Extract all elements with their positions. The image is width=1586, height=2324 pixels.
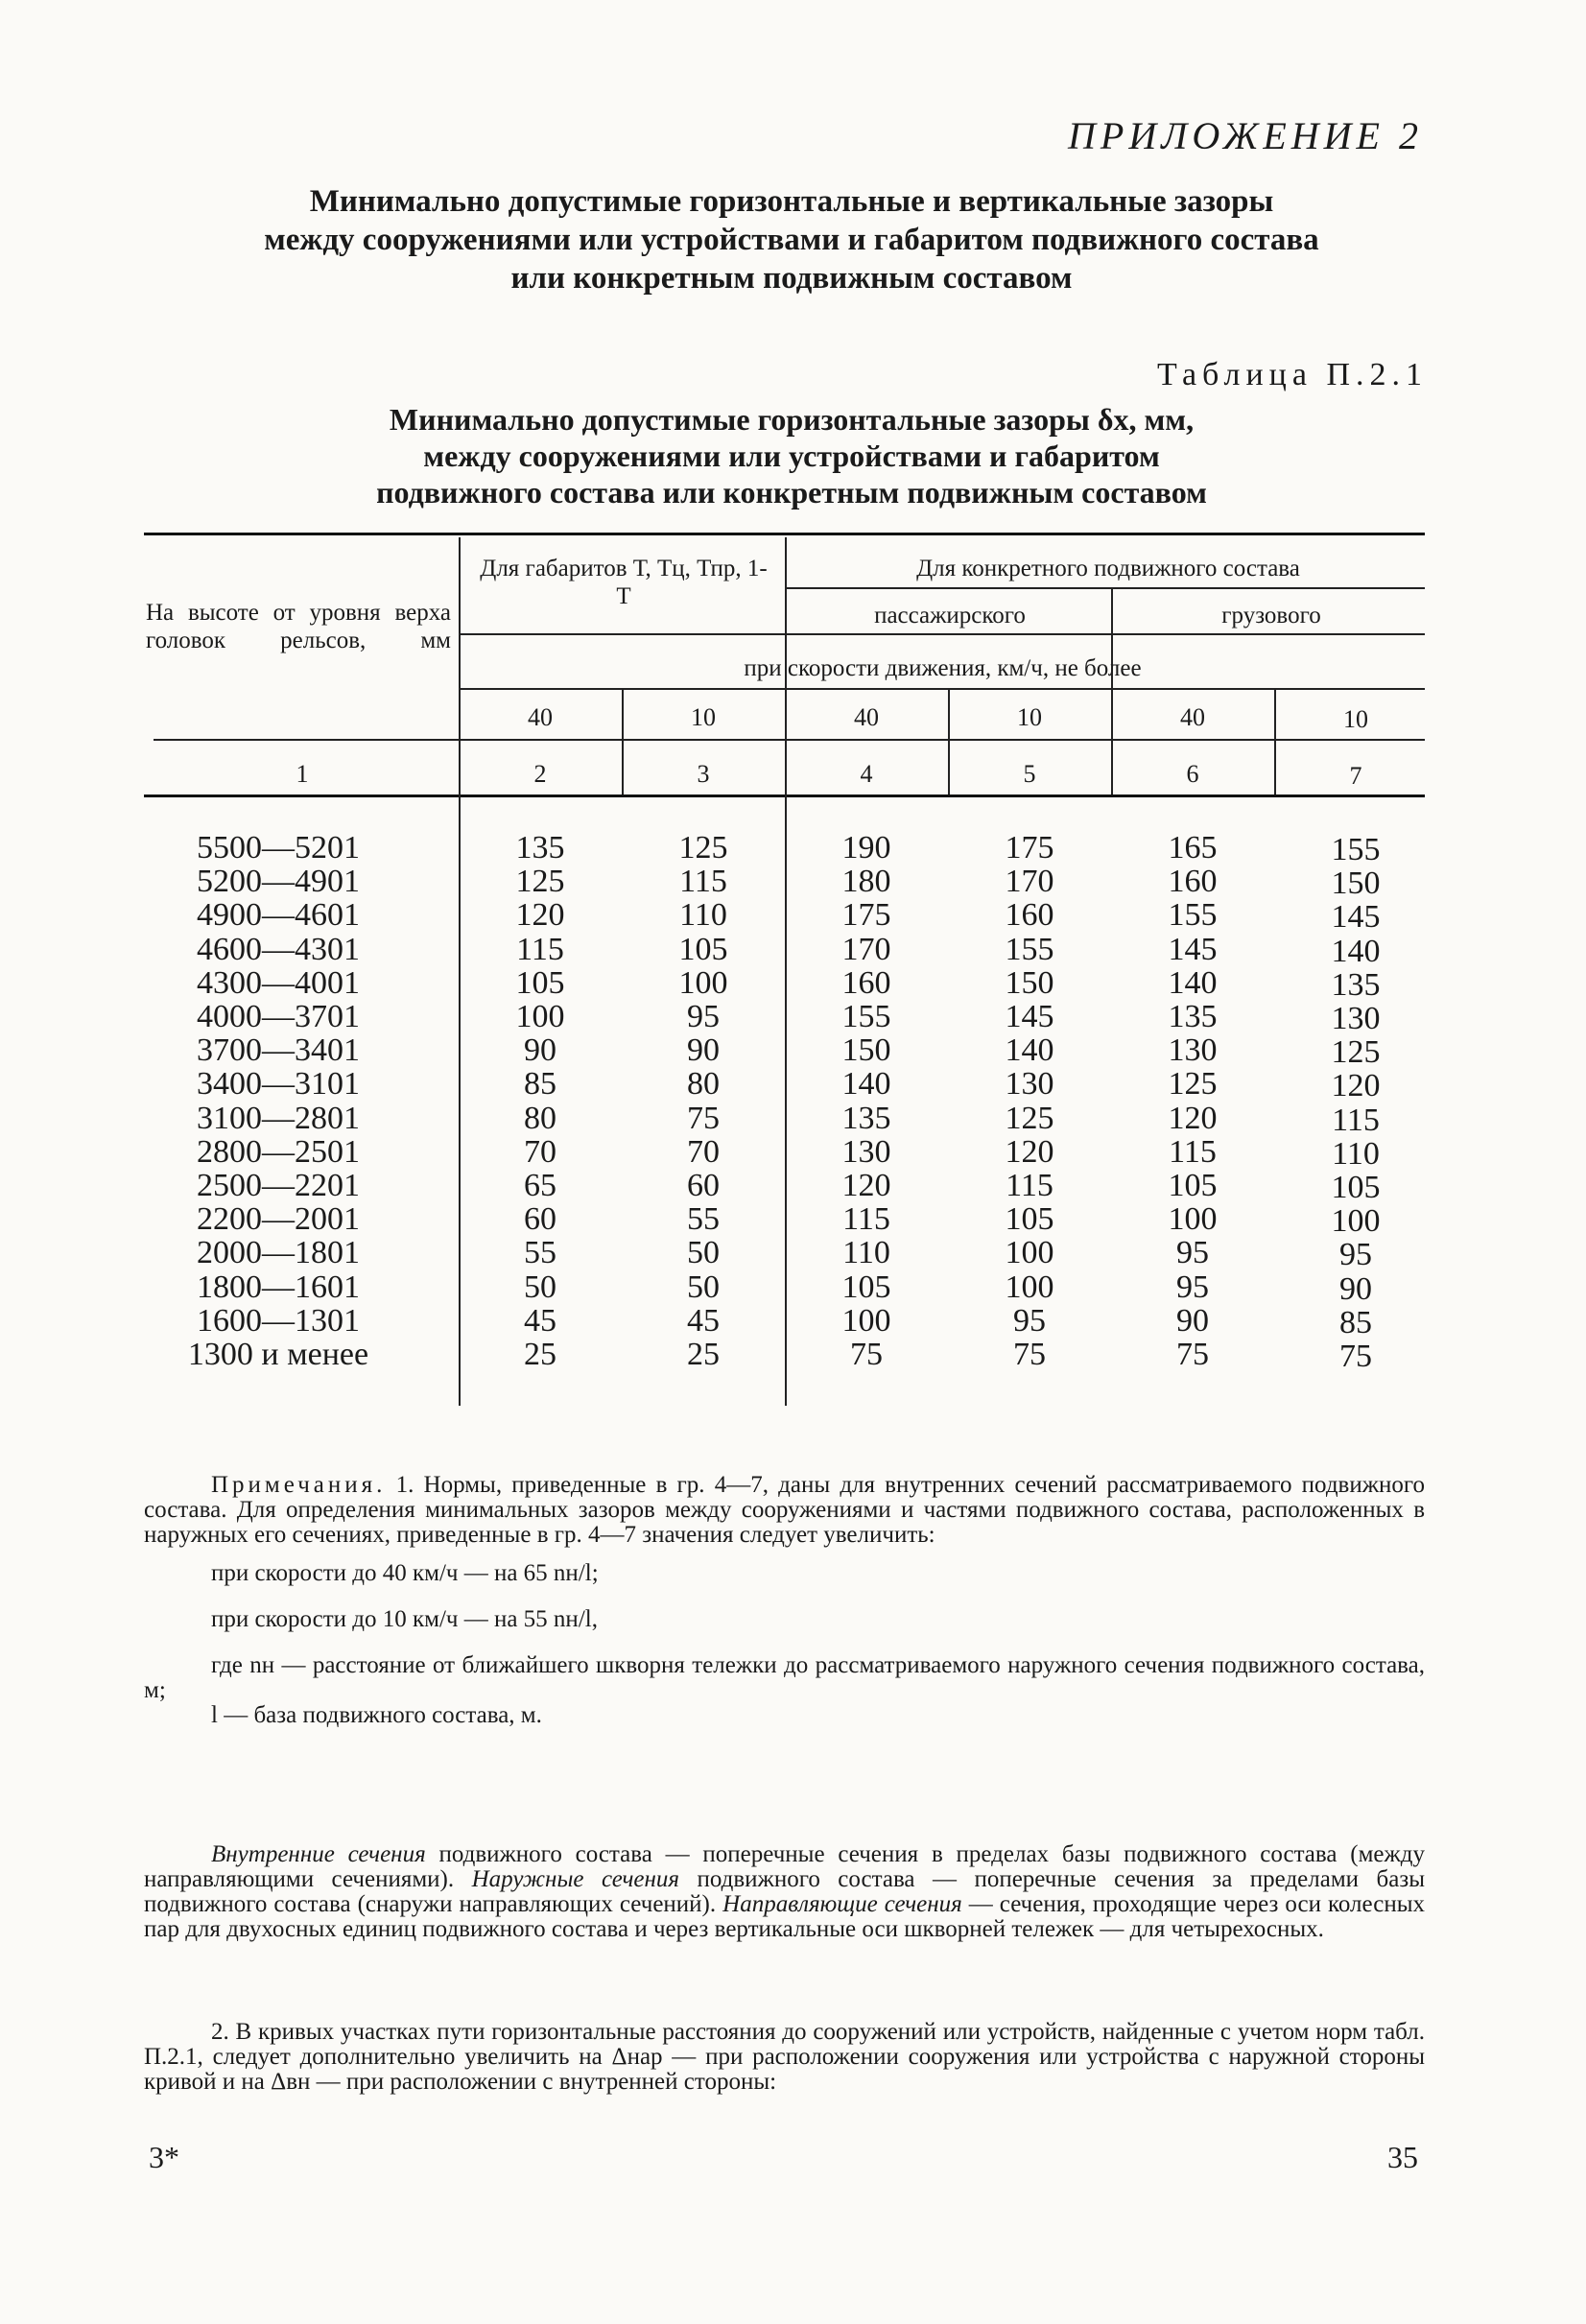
table-cell: 170 xyxy=(1005,864,1054,900)
term-inner: Внутренние сечения xyxy=(211,1841,426,1867)
table-cell: 140 xyxy=(1331,933,1381,969)
table-cell: 120 xyxy=(515,897,565,934)
note-where-l: l — база подвижного состава, м. xyxy=(211,1702,542,1728)
table-cell: 60 xyxy=(687,1168,720,1204)
table-cell: 125 xyxy=(678,830,728,866)
table-cell: 165 xyxy=(1168,830,1218,866)
table-cell: 125 xyxy=(1005,1100,1054,1136)
table-cell: 180 xyxy=(841,864,891,900)
table-cell: 140 xyxy=(1005,1032,1054,1069)
table-cell-height: 2500—2201 xyxy=(197,1168,360,1204)
value-column-6 xyxy=(1135,831,1250,1371)
note-2: 2. В кривых участках пути горизонтальные расстояния до сооружений или устройств, найденные с учетом норм табл. П.2.1, следует дополнительно увеличить на Δнар — при расположении сооружения или устройства с наружной стороны кривой и на Δвн — при расположении с внутренней стороны: xyxy=(144,2019,1425,2095)
table-cell: 155 xyxy=(1331,832,1381,867)
note-1-text: 1. Нормы, приведенные в гр. 4—7, даны для внутренних сечений рассматриваемого подвижного состава. Для определения минимальных зазоров между сооружениями и частями подвижного состава, расположенных в наружных его сечениях, приведенные в гр. 4—7 значения следует увеличить: xyxy=(144,1472,1426,1548)
column-number-5: 5 xyxy=(1023,760,1036,788)
table-cell-height: 1600—1301 xyxy=(197,1302,360,1339)
rule-under-speed-values xyxy=(154,739,1425,741)
table-cell: 95 xyxy=(1176,1235,1209,1271)
table-cell: 105 xyxy=(841,1269,891,1305)
table-cell: 90 xyxy=(1339,1270,1372,1307)
def-outer: подвижного состава — поперечные сечения за пределами базы подвижного состава (снаружи направляющих сечений). xyxy=(144,1866,1425,1917)
height-column xyxy=(144,831,413,1371)
notes-lead: Примечания. xyxy=(211,1472,387,1498)
main-title-line: Минимально допустимые горизонтальные и вертикальные зазоры xyxy=(309,184,1274,219)
table-cell: 105 xyxy=(1168,1168,1218,1204)
table-cell: 95 xyxy=(1176,1269,1209,1305)
page-number: 35 xyxy=(1387,2140,1418,2174)
table-cell: 85 xyxy=(1339,1304,1372,1340)
def-inner: подвижного состава — поперечные сечения в пределах базы подвижного состава (между направляющими сечениями). xyxy=(144,1841,1425,1892)
table-cell: 45 xyxy=(524,1302,556,1339)
speed-col-2: 40 xyxy=(528,703,553,731)
table-cell: 145 xyxy=(1005,999,1054,1035)
table-cell: 85 xyxy=(524,1066,556,1103)
table-cell-height: 5500—5201 xyxy=(197,830,360,866)
column-number-2: 2 xyxy=(533,760,547,788)
main-title xyxy=(134,182,1449,297)
column-number-1: 1 xyxy=(296,760,309,788)
table-cell: 105 xyxy=(1331,1170,1381,1206)
speed-col-4: 40 xyxy=(854,703,879,731)
table-cell: 135 xyxy=(841,1100,891,1136)
table-cell: 155 xyxy=(1005,931,1054,967)
table-cell: 75 xyxy=(1176,1337,1209,1373)
table-cell: 120 xyxy=(841,1168,891,1204)
table-cell-height: 3400—3101 xyxy=(197,1066,360,1103)
table-cell: 95 xyxy=(687,999,720,1035)
table-cell: 130 xyxy=(841,1133,891,1170)
table-cell: 115 xyxy=(679,864,727,900)
table-cell: 70 xyxy=(524,1133,556,1170)
table-cell: 155 xyxy=(1168,897,1218,934)
rule-under-type-headers xyxy=(461,633,1425,635)
table-cell: 155 xyxy=(841,999,891,1035)
table-cell: 100 xyxy=(1005,1235,1054,1271)
table-cell: 75 xyxy=(1339,1339,1372,1375)
table-cell: 80 xyxy=(524,1100,556,1136)
table-cell: 130 xyxy=(1168,1032,1218,1069)
note-speed-40: при скорости до 40 км/ч — на 65 nн/l; xyxy=(211,1560,599,1586)
col-divider-2 xyxy=(622,689,624,794)
table-cell: 125 xyxy=(515,864,565,900)
value-column-2 xyxy=(483,831,598,1371)
term-outer: Наружные сечения xyxy=(471,1866,680,1892)
table-cell: 175 xyxy=(841,897,891,934)
notes-block-2 xyxy=(144,2020,1425,2095)
note-where-nn: где nн — расстояние от ближайшего шкворня тележки до рассматриваемого наружного сечения подвижного состава, м; xyxy=(144,1652,1425,1703)
header-freight: грузового xyxy=(1221,603,1321,628)
note-1 xyxy=(144,1473,1425,1548)
table-cell: 45 xyxy=(687,1302,720,1339)
table-cell: 135 xyxy=(515,830,565,866)
header-gabarit: Для габаритов Т, Тц, Тпр, 1-Т xyxy=(480,556,768,609)
column-number-3: 3 xyxy=(697,760,710,788)
table-cell: 100 xyxy=(678,964,728,1001)
table-cell: 110 xyxy=(842,1235,890,1271)
table-cell-height: 1800—1601 xyxy=(197,1269,360,1305)
table-cell: 140 xyxy=(841,1066,891,1103)
table-cell: 110 xyxy=(679,897,727,934)
table-cell: 90 xyxy=(687,1032,720,1069)
table-cell-height: 4600—4301 xyxy=(197,931,360,967)
notes-definitions xyxy=(144,1842,1425,1942)
table-cell: 115 xyxy=(842,1201,890,1238)
table-cell: 60 xyxy=(524,1201,556,1238)
table-cell: 130 xyxy=(1005,1066,1054,1103)
table-cell: 140 xyxy=(1168,964,1218,1001)
value-column-5 xyxy=(972,831,1087,1371)
notes-block-1 xyxy=(144,1473,1425,1728)
table-cell: 145 xyxy=(1331,899,1381,936)
table-cell: 100 xyxy=(1005,1269,1054,1305)
table-cell: 135 xyxy=(1168,999,1218,1035)
table-cell: 95 xyxy=(1339,1237,1372,1273)
table-cell: 120 xyxy=(1331,1068,1381,1104)
main-title-line: или конкретным подвижным составом xyxy=(510,261,1073,296)
table-cell: 160 xyxy=(1005,897,1054,934)
table-cell: 100 xyxy=(1331,1203,1381,1240)
table-cell: 100 xyxy=(515,999,565,1035)
table-cell: 145 xyxy=(1168,931,1218,967)
note-speed-10: при скорости до 10 км/ч — на 55 nн/l, xyxy=(211,1606,598,1632)
value-column-4 xyxy=(809,831,924,1371)
table-cell: 135 xyxy=(1331,966,1381,1003)
footer-signature: 3* xyxy=(149,2140,179,2174)
header-passenger: пассажирского xyxy=(874,603,1026,628)
value-column-7 xyxy=(1298,833,1413,1373)
def-guide: — сечения, проходящие через оси колесных пар для двухосных единиц подвижного состава и через вертикальные оси шкворней тележек — для четырехосных. xyxy=(144,1891,1425,1942)
table-cell: 170 xyxy=(841,931,891,967)
table-cell: 150 xyxy=(1005,964,1054,1001)
table-cell-height: 4000—3701 xyxy=(197,999,360,1035)
table-cell: 175 xyxy=(1005,830,1054,866)
table-cell: 115 xyxy=(1169,1133,1217,1170)
table-cell-height: 2800—2501 xyxy=(197,1133,360,1170)
rule-under-speed-header xyxy=(461,688,1425,690)
header-speed: при скорости движения, км/ч, не более xyxy=(744,655,1142,681)
table-number: Таблица П.2.1 xyxy=(1157,357,1428,392)
table-cell-height: 2000—1801 xyxy=(197,1235,360,1271)
table-cell: 75 xyxy=(1013,1337,1046,1373)
value-column-3 xyxy=(646,831,761,1371)
table-cell: 105 xyxy=(1005,1201,1054,1238)
table-cell: 70 xyxy=(687,1133,720,1170)
table-cell: 190 xyxy=(841,830,891,866)
table-cell: 125 xyxy=(1168,1066,1218,1103)
table-cell: 160 xyxy=(841,964,891,1001)
table-cell: 130 xyxy=(1331,1001,1381,1037)
header-concrete: Для конкретного подвижного состава xyxy=(916,556,1300,581)
table-cell: 55 xyxy=(524,1235,556,1271)
table-cell: 120 xyxy=(1168,1100,1218,1136)
table-cell: 90 xyxy=(1176,1302,1209,1339)
main-title-line: между сооружениями или устройствами и габаритом подвижного состава xyxy=(264,223,1319,257)
column-number-6: 6 xyxy=(1186,760,1199,788)
table-cell: 55 xyxy=(687,1201,720,1238)
table-cell-height: 1300 и менее xyxy=(187,1337,369,1373)
rule-under-concrete-header xyxy=(787,587,1425,589)
table-cell: 100 xyxy=(1168,1201,1218,1238)
table-cell-height: 4900—4601 xyxy=(197,897,360,934)
table-cell: 125 xyxy=(1331,1034,1381,1071)
column-number-7: 7 xyxy=(1349,762,1362,790)
term-guide: Направляющие сечения xyxy=(722,1891,962,1917)
table-cell: 50 xyxy=(687,1269,720,1305)
table-title xyxy=(144,401,1439,510)
table-cell: 115 xyxy=(1006,1168,1053,1204)
col-divider-6 xyxy=(1274,689,1276,794)
speed-col-5: 10 xyxy=(1017,703,1042,731)
table-cell-height: 2200—2001 xyxy=(197,1201,360,1238)
table-cell: 150 xyxy=(1331,866,1381,902)
table-cell: 50 xyxy=(687,1235,720,1271)
table-cell: 95 xyxy=(1013,1302,1046,1339)
appendix-label: ПРИЛОЖЕНИЕ 2 xyxy=(1068,114,1423,157)
table-cell: 80 xyxy=(687,1066,720,1103)
table-cell: 100 xyxy=(841,1302,891,1339)
table-cell: 110 xyxy=(1332,1135,1380,1172)
table-title-line: между сооружениями или устройствами и габаритом xyxy=(423,439,1160,473)
table-cell-height: 3700—3401 xyxy=(197,1032,360,1069)
col-divider-5 xyxy=(1111,587,1113,794)
header-height-label: На высоте от уровня верха головок рельсов, мм xyxy=(146,600,451,653)
table-cell-height: 4300—4001 xyxy=(197,964,360,1001)
table-cell: 50 xyxy=(524,1269,556,1305)
table-cell: 150 xyxy=(841,1032,891,1069)
table-cell: 115 xyxy=(516,931,564,967)
table-cell: 25 xyxy=(524,1337,556,1373)
speed-col-7: 10 xyxy=(1343,705,1368,733)
col-divider-4 xyxy=(948,689,950,794)
speed-col-6: 40 xyxy=(1180,703,1205,731)
table-cell: 25 xyxy=(687,1337,720,1373)
table-cell-height: 3100—2801 xyxy=(197,1100,360,1136)
table-top-rule xyxy=(144,533,1425,535)
table-title-line: подвижного состава или конкретным подвижным составом xyxy=(376,475,1207,510)
table-cell: 115 xyxy=(1332,1102,1380,1138)
speed-col-3: 10 xyxy=(691,703,716,731)
table-cell: 120 xyxy=(1005,1133,1054,1170)
table-cell: 75 xyxy=(850,1337,883,1373)
table-cell: 65 xyxy=(524,1168,556,1204)
table-cell: 105 xyxy=(678,931,728,967)
table-cell: 105 xyxy=(515,964,565,1001)
table-cell: 160 xyxy=(1168,864,1218,900)
column-number-4: 4 xyxy=(860,760,873,788)
table-cell-height: 5200—4901 xyxy=(197,864,360,900)
table-cell: 90 xyxy=(524,1032,556,1069)
table-title-line: Минимально допустимые горизонтальные зазоры δх, мм, xyxy=(389,402,1195,437)
definitions-paragraph xyxy=(144,1842,1425,1942)
table-cell: 75 xyxy=(687,1100,720,1136)
